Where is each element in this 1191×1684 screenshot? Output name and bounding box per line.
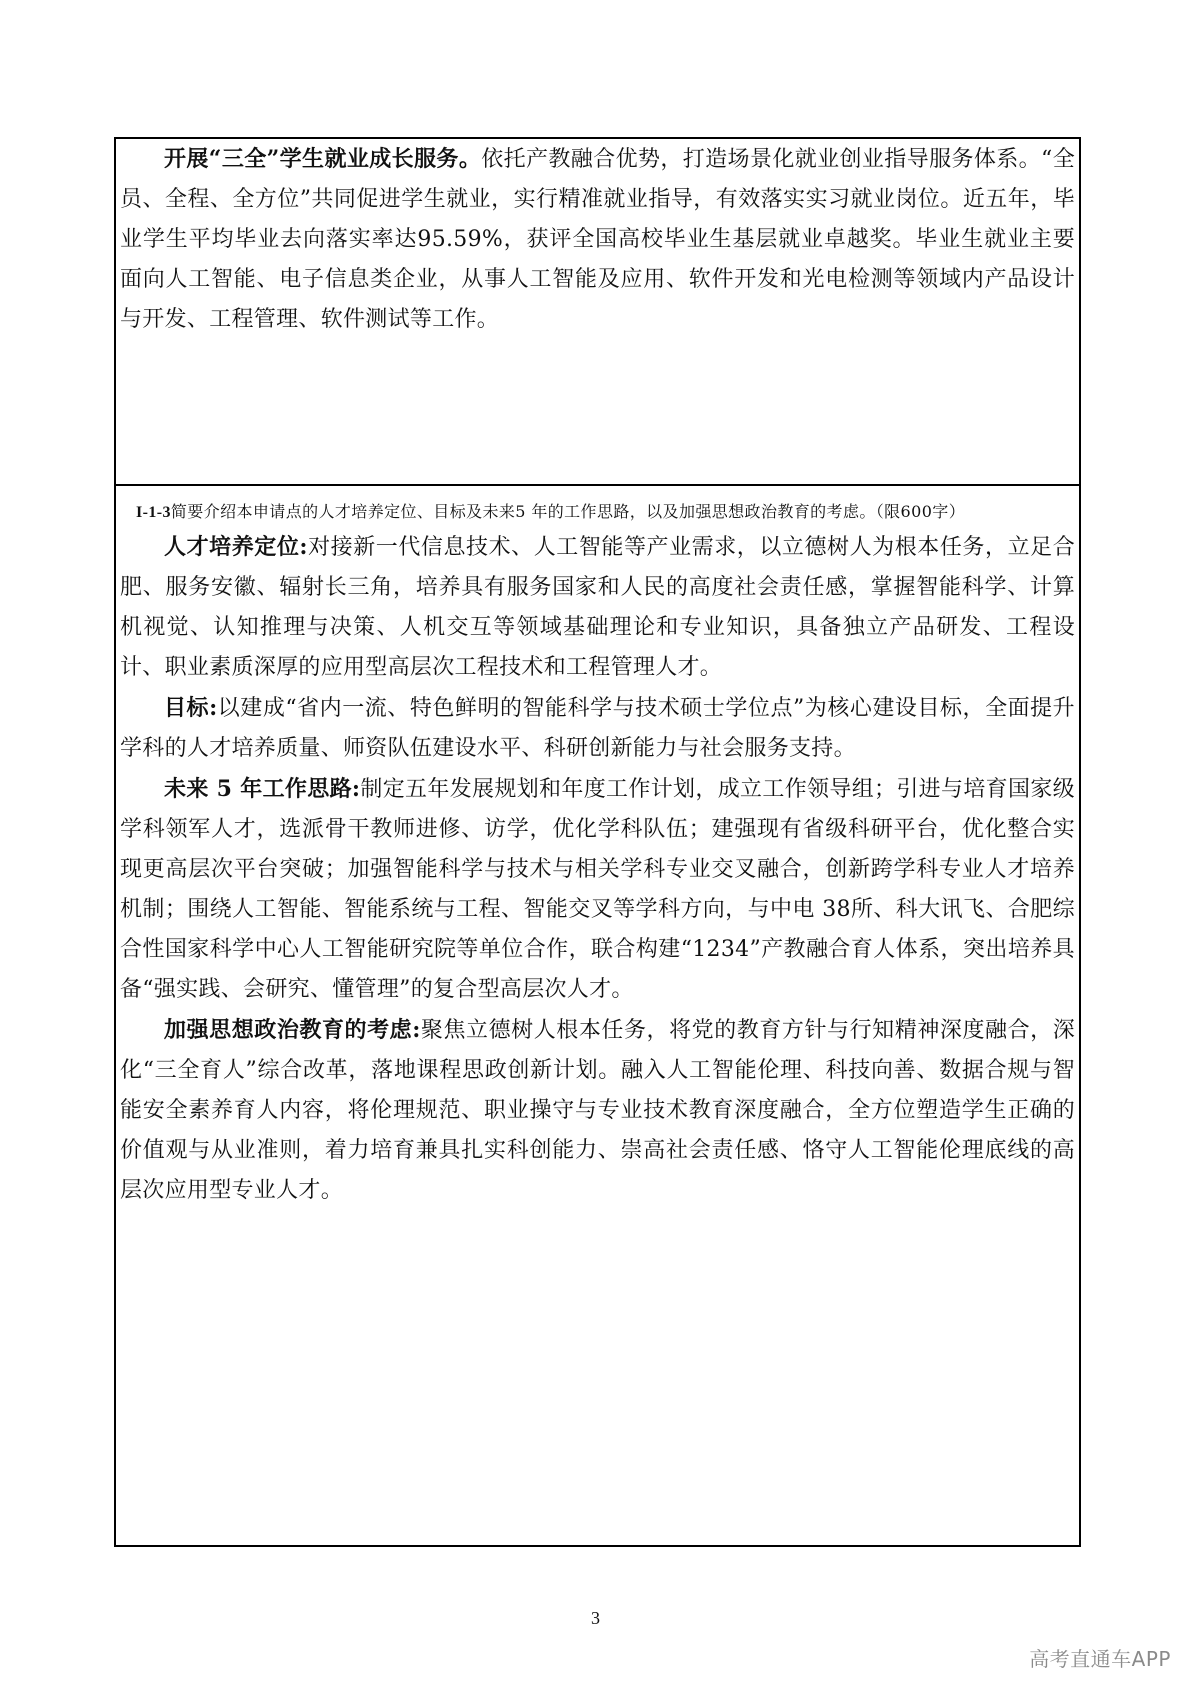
paragraph-positioning-label: 人才培养定位:	[164, 534, 308, 560]
paragraph-ideology	[116, 1010, 1079, 1211]
paragraph-positioning-text: 对接新一代信息技术、人工智能等产业需求，以立德树人为根本任务，立足合肥、服务安徽、辐射长三角，培养具有服务国家和人民的高度社会责任感，掌握智能科学、计算机视觉、认知推理与决策、人机交互等领域基础理论和专业知识，具备独立产品研发、工程设计、职业素质深厚的应用型高层次工程技术和工程管理人才。	[120, 535, 1075, 680]
question-number: I-1-3	[136, 504, 171, 521]
paragraph-goal-label: 目标:	[164, 695, 218, 721]
question-prompt	[116, 486, 1079, 527]
paragraph-plan-label: 未来 5 年工作思路:	[164, 776, 361, 802]
employment-body: 依托产教融合优势，打造场景化就业创业指导服务体系。“全员、全程、全方位”共同促进学生就业，实行精准就业指导，有效落实实习就业岗位。近五年，毕业学生平均毕业去向落实率达95.59%，获评全国高校毕业生基层就业卓越奖。毕业生就业主要面向人工智能、电子信息类企业，从事人工智能及应用、软件开发和光电检测等领域内产品设计与开发、工程管理、软件测试等工作。	[120, 147, 1075, 332]
employment-paragraph	[116, 139, 1079, 340]
page-number: 3	[591, 1608, 600, 1628]
paragraph-plan-text: 制定五年发展规划和年度工作计划，成立工作领导组；引进与培育国家级学科领军人才，选派骨干教师进修、访学，优化学科队伍；建强现有省级科研平台，优化整合实现更高层次平台突破；加强智能科学与技术与相关学科专业交叉融合，创新跨学科专业人才培养机制；围绕人工智能、智能系统与工程、智能交叉等学科方向，与中电 38所、科大讯飞、合肥综合性国家科学中心人工智能研究院等单位合作，联合构建“1234”产教融合育人体系，突出培养具备“强实践、会研究、懂管理”的复合型高层次人才。	[120, 777, 1075, 1002]
section-question-cell	[116, 486, 1079, 1545]
form-table	[114, 137, 1081, 1547]
employment-heading: 开展“三全”学生就业成长服务。	[164, 146, 482, 172]
section-employment-cell	[116, 139, 1079, 486]
watermark: 高考直通车APP	[1029, 1647, 1171, 1671]
paragraph-goal	[116, 688, 1079, 769]
paragraph-positioning	[116, 527, 1079, 688]
paragraph-ideology-text: 聚焦立德树人根本任务，将党的教育方针与行知精神深度融合，深化“三全育人”综合改革，落地课程思政创新计划。融入人工智能伦理、科技向善、数据合规与智能安全素养育人内容，将伦理规范、职业操守与专业技术教育深度融合，全方位塑造学生正确的价值观与从业准则，着力培育兼具扎实科创能力、崇高社会责任感、恪守人工智能伦理底线的高层次应用型专业人才。	[120, 1018, 1076, 1203]
paragraph-ideology-label: 加强思想政治教育的考虑:	[164, 1017, 421, 1043]
question-text: 简要介绍本申请点的人才培养定位、目标及未来5 年的工作思路，以及加强思想政治教育的考虑。（限600字）	[170, 502, 966, 521]
paragraph-plan	[116, 769, 1079, 1010]
paragraph-goal-text: 以建成“省内一流、特色鲜明的智能科学与技术硕士学位点”为核心建设目标，全面提升学科的人才培养质量、师资队伍建设水平、科研创新能力与社会服务支持。	[120, 696, 1075, 761]
